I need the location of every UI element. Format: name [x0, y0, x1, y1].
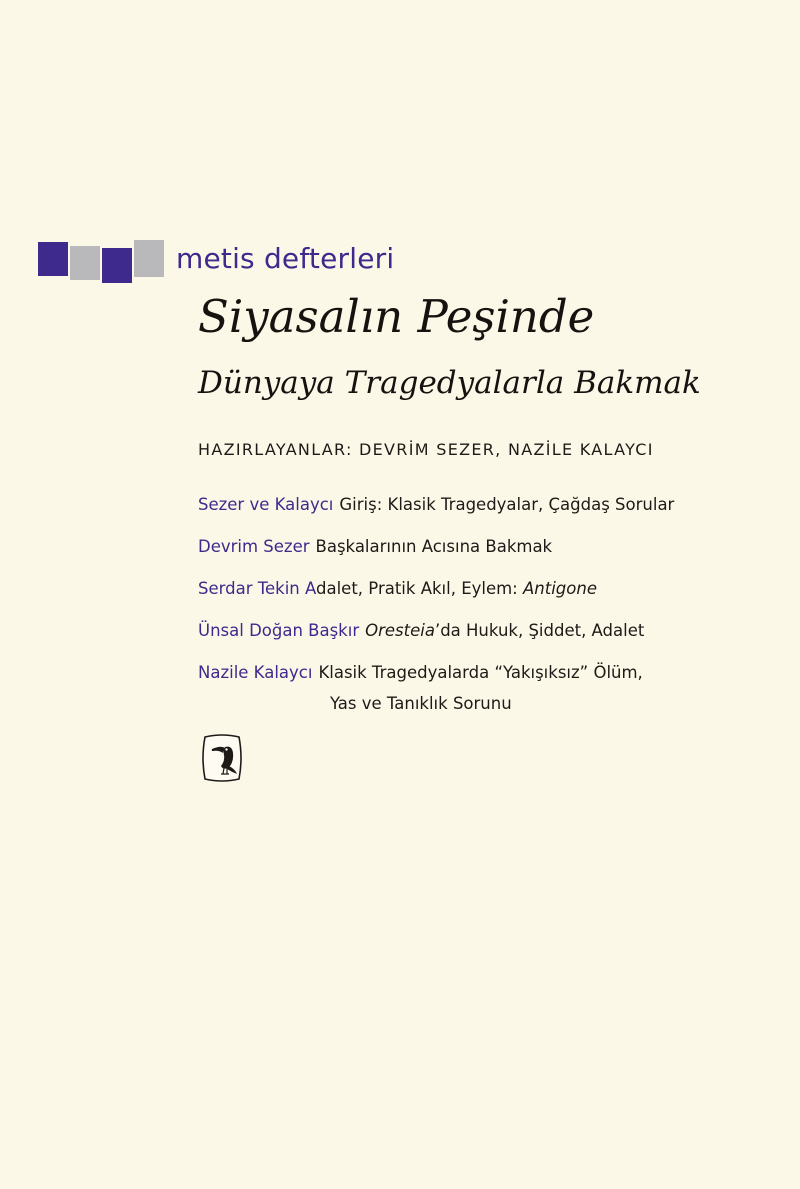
- book-subtitle: Dünyaya Tragedyalarla Bakmak: [198, 365, 701, 401]
- grey-square: [134, 240, 164, 277]
- entry-author: Ünsal Doğan Başkır: [198, 621, 360, 640]
- entry-author: Nazile Kalaycı: [198, 663, 313, 682]
- contents-entry: [198, 536, 778, 558]
- contents-entry: [198, 578, 778, 600]
- entry-title: dalet, Pratik Akıl, Eylem:: [316, 579, 523, 598]
- bird-logo-icon: [199, 733, 245, 783]
- entry-title-continuation: Yas ve Tanıklık Sorunu: [330, 694, 512, 713]
- entry-title: Klasik Tragedyalarda “Yakışıksız” Ölüm,: [318, 663, 643, 682]
- series-squares-mark: [38, 240, 166, 284]
- entry-author: Serdar Tekin A: [198, 579, 316, 598]
- entry-title-italic: Antigone: [523, 579, 597, 598]
- entry-title-italic: Oresteia: [365, 621, 435, 640]
- grey-square: [70, 246, 100, 280]
- contents-entry: [198, 494, 778, 516]
- table-of-contents: [198, 494, 778, 735]
- contents-entry: [198, 620, 778, 642]
- book-title: Siyasalın Peşinde: [198, 290, 595, 343]
- entry-author: Devrim Sezer: [198, 537, 310, 556]
- purple-square: [102, 248, 132, 283]
- entry-author: Sezer ve Kalaycı: [198, 495, 334, 514]
- entry-title: ’da Hukuk, Şiddet, Adalet: [434, 621, 645, 640]
- entry-title: Başkalarının Acısına Bakmak: [315, 537, 553, 556]
- editors-line: HAZIRLAYANLAR: DEVRİM SEZER, NAZİLE KALAYCI: [198, 440, 654, 459]
- contents-entry: [198, 662, 778, 715]
- entry-title: Giriş: Klasik Tragedyalar, Çağdaş Sorular: [339, 495, 675, 514]
- series-name: metis defterleri: [176, 242, 395, 275]
- purple-square: [38, 242, 68, 276]
